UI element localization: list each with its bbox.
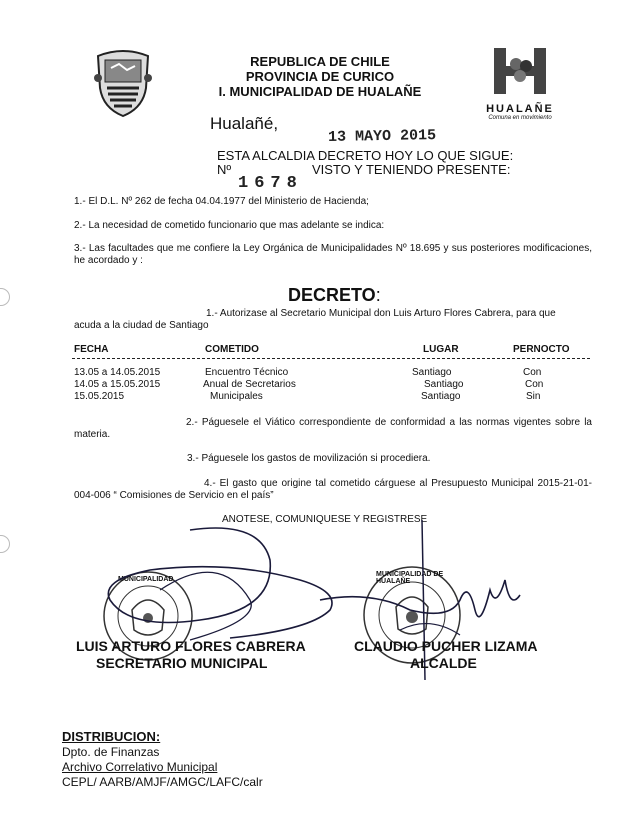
table-row-1-lugar: Santiago <box>412 367 452 378</box>
hualane-h-logo-icon <box>480 46 560 96</box>
secretary-title: SECRETARIO MUNICIPAL <box>96 655 268 671</box>
table-row-3-fecha: 15.05.2015 <box>74 391 125 402</box>
distribution-line-2: Archivo Correlativo Municipal <box>62 760 218 774</box>
table-row-1-fecha: 13.05 a 14.05.2015 <box>74 367 161 378</box>
municipal-crest <box>93 48 153 118</box>
distribution-line-1: Dpto. de Finanzas <box>62 745 160 759</box>
mayor-name: CLAUDIO PUCHER LIZAMA <box>354 638 538 654</box>
item-4: 4.- El gasto que origine tal cometido cárguese al Presupuesto Municipal 2015-21-01-004-006 “ Comisiones de Servicio en el país” <box>74 478 592 501</box>
table-row-3-lugar: Santiago <box>421 391 461 402</box>
table-row-2-cometido: Anual de Secretarios <box>203 379 296 390</box>
table-header-fecha: FECHA <box>74 344 109 355</box>
visto-text: VISTO Y TENIENDO PRESENTE: <box>312 162 511 177</box>
table-header-lugar: LUGAR <box>423 344 459 355</box>
header-line-3: I. MUNICIPALIDAD DE HUALAÑE <box>218 84 422 99</box>
closing-text: ANOTESE, COMUNIQUESE Y REGISTRESE <box>222 514 428 525</box>
secretary-name: LUIS ARTURO FLORES CABRERA <box>76 638 306 654</box>
municipal-crest-icon <box>93 48 153 118</box>
logo-name: HUALAÑE <box>486 103 554 115</box>
considerando-3: 3.- Las facultades que me confiere la Ley Orgánica de Municipalidades Nº 18.695 y sus posteriores modificaciones, he acordado y : <box>74 243 592 266</box>
place: Hualañé, <box>210 114 279 133</box>
date-stamp: 13 MAYO 2015 <box>327 127 437 146</box>
decree-intro: ESTA ALCALDIA DECRETO HOY LO QUE SIGUE: <box>217 148 514 163</box>
item-1-line-1: 1.- Autorizase al Secretario Municipal don Luis Arturo Flores Cabrera, para que <box>206 308 556 319</box>
punch-hole-bottom <box>0 535 10 553</box>
header-line-1: REPUBLICA DE CHILE <box>250 54 390 69</box>
item-2: 2.- Páguesele el Viático correspondiente de conformidad a las normas vigentes sobre la materia. <box>74 417 592 440</box>
table-row-2-lugar: Santiago <box>424 379 464 390</box>
table-header-pernocto: PERNOCTO <box>513 344 570 355</box>
hualane-logo <box>480 46 560 121</box>
distribution-title: DISTRIBUCION: <box>62 729 161 744</box>
seal-right-text: MUNICIPALIDAD DE HUALAÑE <box>376 571 444 585</box>
table-row-1-pernocto: Con <box>523 367 542 378</box>
table-row-3-pernocto: Sin <box>526 391 541 402</box>
decreto-title <box>288 285 381 306</box>
table-header-cometido: COMETIDO <box>205 344 259 355</box>
table-row-3-cometido: Municipales <box>210 391 263 402</box>
table-row-2-fecha: 14.05 a 15.05.2015 <box>74 379 161 390</box>
seal-left-text: MUNICIPALIDAD <box>118 576 174 583</box>
mayor-title: ALCALDE <box>410 655 477 671</box>
distribution-line-3: CEPL/ AARB/AMJF/AMGC/LAFC/calr <box>62 775 263 789</box>
decree-number: 1678 <box>238 174 303 193</box>
considerando-2: 2.- La necesidad de cometido funcionario que mas adelante se indica: <box>74 220 385 231</box>
logo-tagline: Comuna en movimiento <box>488 115 552 121</box>
decreto-title-text: DECRETO <box>288 285 376 305</box>
punch-hole-top <box>0 288 10 306</box>
item-3: 3.- Páguesele los gastos de movilización si procediera. <box>187 453 431 464</box>
number-label: Nº <box>217 162 232 177</box>
considerando-1: 1.- El D.L. Nº 262 de fecha 04.04.1977 del Ministerio de Hacienda; <box>74 196 369 207</box>
table-row-1-cometido: Encuentro Técnico <box>205 367 289 378</box>
decreto-colon: : <box>375 285 381 305</box>
table-row-2-pernocto: Con <box>525 379 544 390</box>
header-line-2: PROVINCIA DE CURICO <box>245 69 395 84</box>
item-1-line-2: acuda a la ciudad de Santiago <box>74 320 209 331</box>
table-divider <box>72 358 590 359</box>
